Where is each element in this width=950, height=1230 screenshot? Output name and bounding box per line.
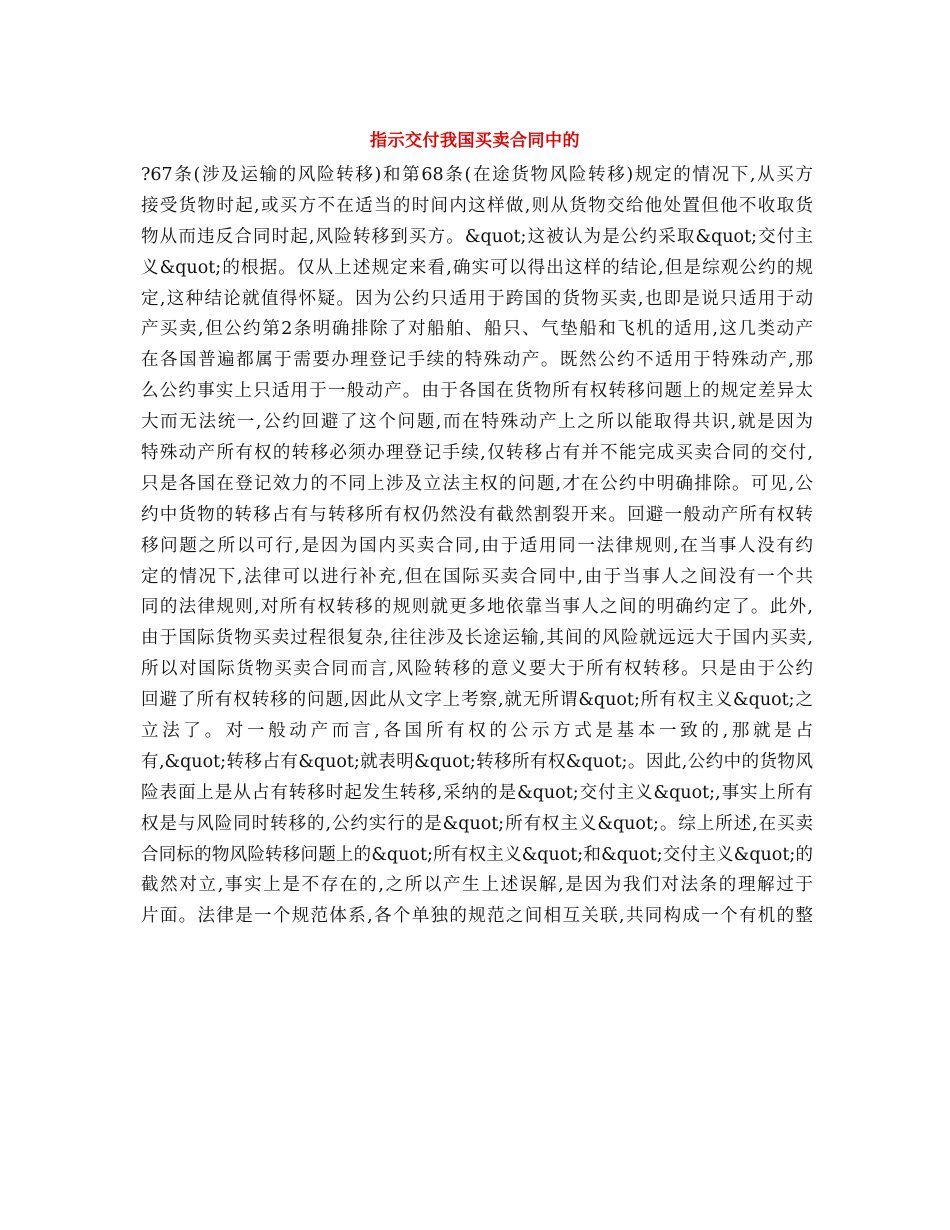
text-line: ?67条(涉及运输的风险转移)和第68条(在途货物风险转移)规定的情况下,从买方	[141, 165, 813, 185]
text-line: 截然对立,事实上是不存在的,之所以产生上述误解,是因为我们对法条的理解过于	[141, 875, 813, 896]
text-line: 只是各国在登记效力的不同上涉及立法主权的问题,才在公约中明确排除。可见,公	[141, 473, 813, 494]
text-line: 约中货物的转移占有与转移所有权仍然没有截然割裂开来。回避一般动产所有权转	[141, 504, 813, 525]
document-body	[141, 160, 813, 932]
text-line: 立法了。对一般动产而言,各国所有权的公示方式是基本一致的,那就是占	[141, 721, 813, 742]
text-line: 所以对国际货物买卖合同而言,风险转移的意义要大于所有权转移。只是由于公约	[141, 659, 813, 680]
text-line: 险表面上是从占有转移时起发生转移,采纳的是&quot;交付主义&quot;,事实上所有	[141, 782, 813, 803]
text-line: 定,这种结论就值得怀疑。因为公约只适用于跨国的货物买卖,也即是说只适用于动	[141, 288, 813, 309]
text-line: 有,&quot;转移占有&quot;就表明&quot;转移所有权&quot;。因此,公约中的货物风	[141, 751, 813, 772]
text-line: 接受货物时起,或买方不在适当的时间内这样做,则从货物交给他处置但他不收取货	[141, 195, 813, 216]
text-line: 在各国普遍都属于需要办理登记手续的特殊动产。既然公约不适用于特殊动产,那	[141, 350, 813, 371]
text-line: 产买卖,但公约第2条明确排除了对船舶、船只、气垫船和飞机的适用,这几类动产	[141, 319, 813, 340]
text-line: 由于国际货物买卖过程很复杂,往往涉及长途运输,其间的风险就远远大于国内买卖,	[141, 628, 813, 649]
text-line: 片面。法律是一个规范体系,各个单独的规范之间相互关联,共同构成一个有机的整	[141, 906, 813, 927]
text-line: 合同标的物风险转移问题上的&quot;所有权主义&quot;和&quot;交付主义&quot;的	[141, 844, 813, 865]
document-title: 指示交付我国买卖合同中的	[370, 131, 580, 151]
text-line: 大而无法统一,公约回避了这个问题,而在特殊动产上之所以能取得共识,就是因为	[141, 412, 813, 433]
text-line: 特殊动产所有权的转移必须办理登记手续,仅转移占有并不能完成买卖合同的交付,	[141, 443, 813, 464]
text-line: 义&quot;的根据。仅从上述规定来看,确实可以得出这样的结论,但是综观公约的规	[141, 257, 813, 278]
text-line: 回避了所有权转移的问题,因此从文字上考察,就无所谓&quot;所有权主义&quot;之	[141, 690, 813, 711]
text-line: 物从而违反合同时起,风险转移到买方。&quot;这被认为是公约采取&quot;交付主	[141, 226, 813, 247]
text-line: 权是与风险同时转移的,公约实行的是&quot;所有权主义&quot;。综上所述,在买卖	[141, 813, 813, 834]
text-line: 定的情况下,法律可以进行补充,但在国际买卖合同中,由于当事人之间没有一个共	[141, 566, 813, 587]
text-line: 么公约事实上只适用于一般动产。由于各国在货物所有权转移问题上的规定差异太	[141, 381, 813, 402]
text-line: 同的法律规则,对所有权转移的规则就更多地依靠当事人之间的明确约定了。此外,	[141, 597, 813, 618]
text-line: 移问题之所以可行,是因为国内买卖合同,由于适用同一法律规则,在当事人没有约	[141, 535, 813, 556]
